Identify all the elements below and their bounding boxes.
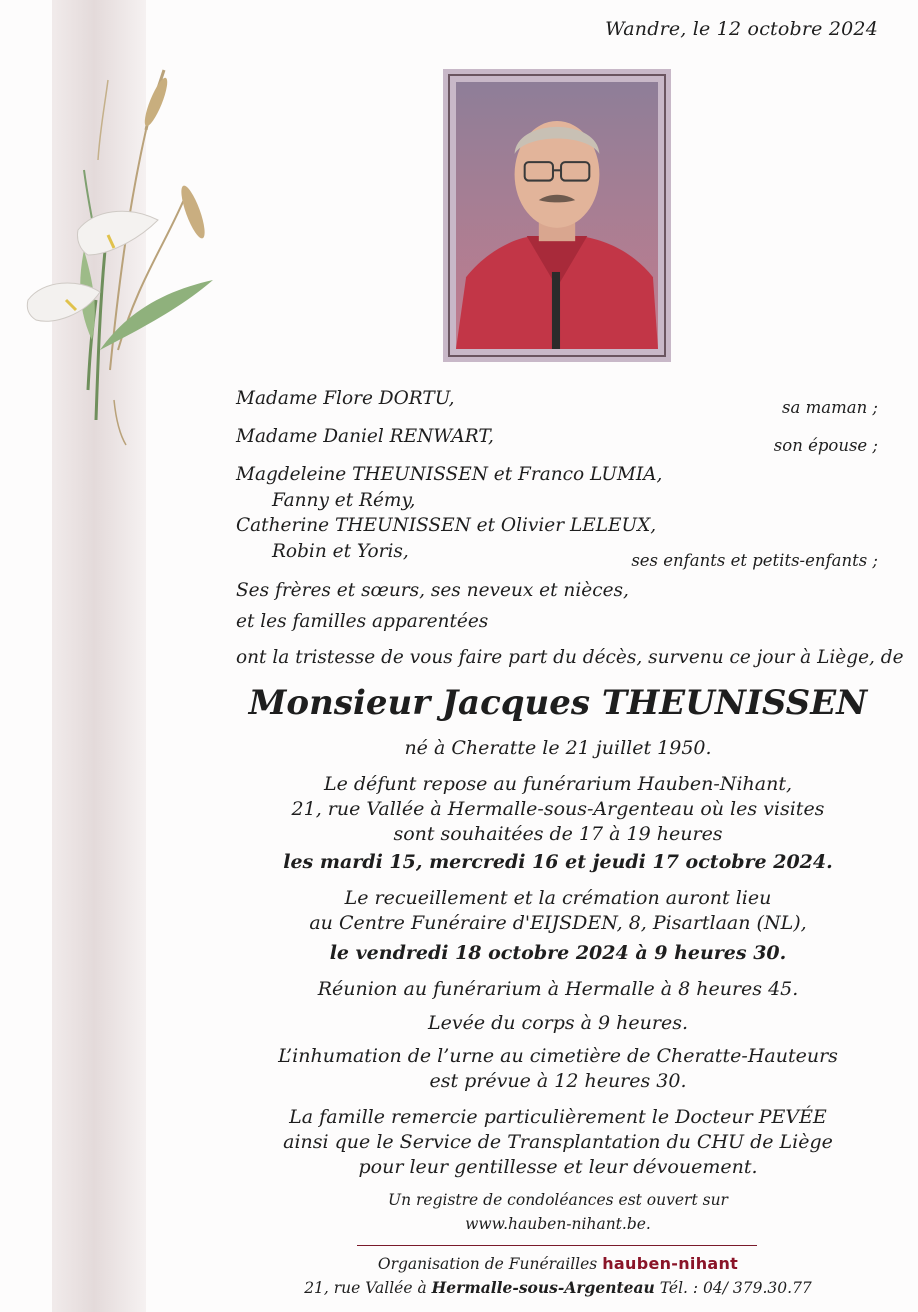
family-child: Magdeleine THEUNISSEN et Franco LUMIA,	[236, 464, 663, 485]
relation-children: ses enfants et petits-enfants ;	[631, 551, 878, 570]
portrait-photo	[456, 82, 658, 349]
visitation-line: sont souhaitées de 17 à 19 heures	[393, 823, 723, 845]
visitation-line: 21, rue Vallée à Hermalle-sous-Argenteau où les visites	[291, 798, 825, 820]
org-label: Organisation de Funérailles	[377, 1255, 598, 1273]
footer-address	[246, 1278, 870, 1297]
thanks-line: La famille remercie particulièrement le Docteur PEVÉE	[289, 1106, 827, 1128]
family-grandchildren: Fanny et Rémy,	[272, 490, 416, 511]
phone-number: Tél. : 04/ 379.30.77	[659, 1279, 812, 1297]
birth-info: né à Cheratte le 21 juillet 1950.	[404, 737, 712, 759]
place-and-date: Wandre, le 12 octobre 2024	[605, 18, 878, 40]
family-siblings: Ses frères et sœurs, ses neveux et nièces,	[236, 580, 629, 601]
visitation-line: Le défunt repose au funérarium Hauben-Nihant,	[323, 773, 793, 795]
footer-organisation	[246, 1254, 870, 1273]
address-city: Hermalle-sous-Argenteau	[431, 1278, 655, 1297]
thanks-line: pour leur gentillesse et leur dévouement.	[358, 1156, 758, 1178]
family-mother: Madame Flore DORTU,	[236, 388, 455, 409]
announcement-text: ont la tristesse de vous faire part du décès, survenu ce jour à Liège, de	[236, 647, 904, 668]
relation-spouse: son épouse ;	[773, 436, 878, 455]
address-prefix: 21, rue Vallée à	[304, 1279, 427, 1297]
deceased-name: Monsieur Jacques THEUNISSEN	[248, 683, 868, 723]
departure-info: Levée du corps à 9 heures.	[427, 1012, 688, 1034]
registry-url[interactable]: www.hauben-nihant.be.	[465, 1215, 651, 1233]
meeting-info: Réunion au funérarium à Hermalle à 8 heures 45.	[317, 978, 799, 1000]
family-child: Catherine THEUNISSEN et Olivier LELEUX,	[236, 515, 657, 536]
ceremony-line: Le recueillement et la crémation auront lieu	[344, 887, 772, 909]
relation-mother: sa maman ;	[782, 398, 878, 417]
registry-text: Un registre de condoléances est ouvert sur	[388, 1191, 728, 1209]
calla-lily-wheat-decoration	[18, 40, 218, 450]
family-relatives: et les familles apparentées	[236, 611, 489, 632]
burial-line: L’inhumation de l’urne au cimetière de Cheratte-Hauteurs	[278, 1045, 838, 1067]
visitation-dates: les mardi 15, mercredi 16 et jeudi 17 octobre 2024.	[283, 851, 833, 873]
ceremony-date: le vendredi 18 octobre 2024 à 9 heures 30.	[329, 942, 787, 964]
family-spouse: Madame Daniel RENWART,	[236, 426, 494, 447]
brand-logo: hauben-nihant	[602, 1254, 739, 1273]
burial-line: est prévue à 12 heures 30.	[429, 1070, 687, 1092]
portrait-frame	[443, 69, 671, 362]
ceremony-line: au Centre Funéraire d'EIJSDEN, 8, Pisartlaan (NL),	[309, 912, 807, 934]
family-grandchildren: Robin et Yoris,	[272, 541, 409, 562]
footer-divider	[357, 1245, 757, 1246]
thanks-line: ainsi que le Service de Transplantation du CHU de Liège	[283, 1131, 833, 1153]
